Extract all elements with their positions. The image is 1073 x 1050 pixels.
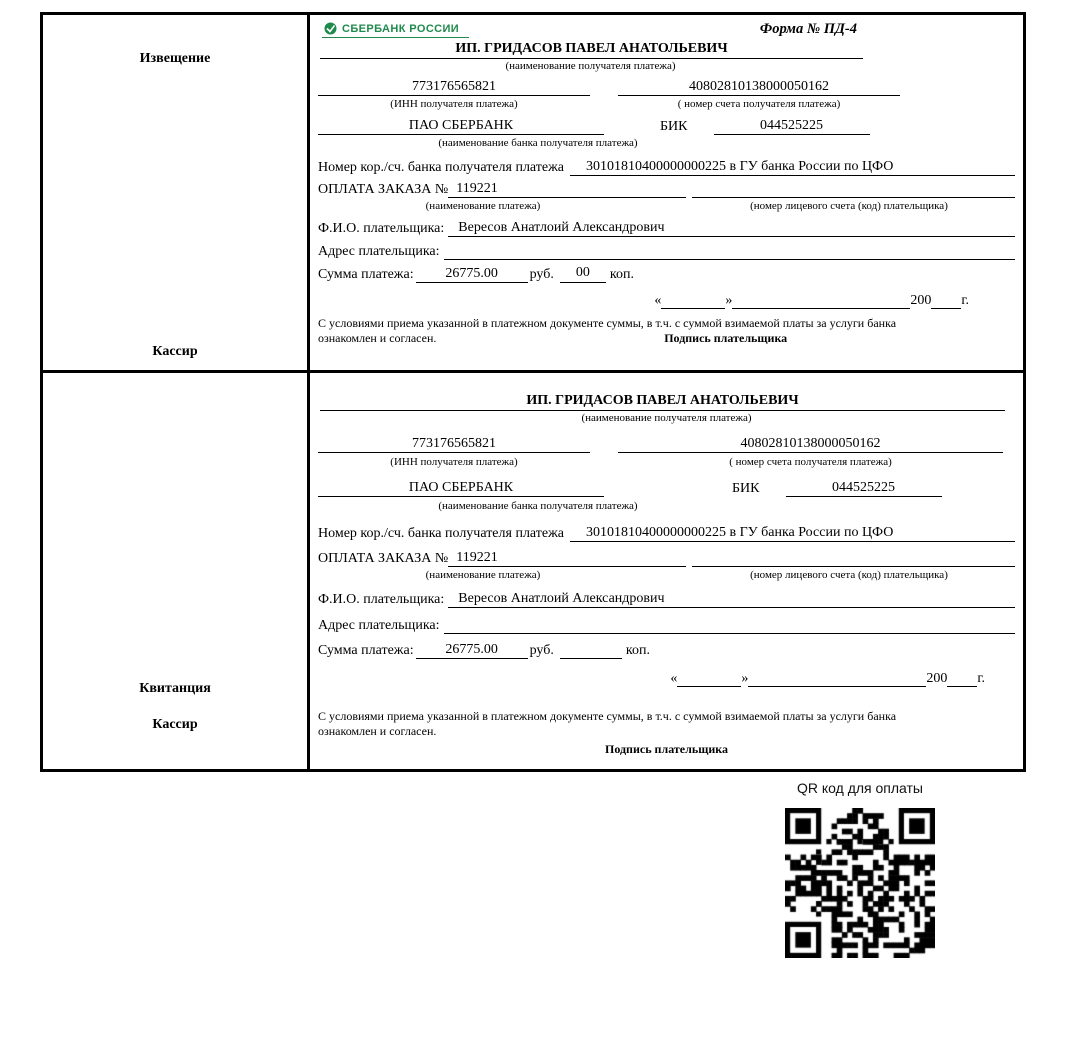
bik-label: БИК bbox=[732, 481, 760, 496]
bik-label: БИК bbox=[660, 119, 688, 134]
payment-sum-label: Сумма платежа: bbox=[318, 267, 414, 282]
year-blank bbox=[947, 669, 977, 687]
year-blank bbox=[931, 291, 961, 309]
notice-cashier-label: Кассир bbox=[152, 344, 198, 359]
account-value: 40802810138000050162 bbox=[618, 79, 900, 96]
payer-address-row bbox=[318, 616, 1015, 634]
terms-block bbox=[318, 709, 1015, 740]
inn-value: 773176565821 bbox=[318, 79, 590, 96]
kopecks-label: коп. bbox=[609, 267, 634, 282]
kopecks-label: коп. bbox=[625, 643, 650, 658]
payment-sum-kopecks bbox=[560, 641, 622, 659]
close-quote: » bbox=[741, 671, 749, 686]
corr-account-value: 30101810400000000225 в ГУ банка России по ЦФО bbox=[570, 159, 1015, 176]
bank-caption: (наименование банка получателя платежа) bbox=[438, 137, 638, 149]
payer-signature-label: Подпись плательщика bbox=[664, 331, 788, 346]
payer-address-label: Адрес плательщика: bbox=[318, 618, 440, 633]
receipt-title: Квитанция bbox=[139, 681, 211, 696]
notice-content bbox=[310, 15, 1023, 370]
qr-label: QR код для оплаты bbox=[796, 780, 923, 796]
terms-block bbox=[318, 316, 1015, 347]
notice-section bbox=[43, 15, 1023, 373]
terms-line1: С условиями приема указанной в платежном документе суммы, в т.ч. с суммой взимаемой платы за услуги банка bbox=[318, 316, 897, 330]
sberbank-logo-icon bbox=[324, 22, 337, 35]
inn-account-captions bbox=[318, 456, 1015, 468]
spacer bbox=[590, 436, 618, 453]
corr-account-row bbox=[318, 525, 1015, 542]
corr-account-label: Номер кор./сч. банка получателя платежа bbox=[318, 160, 564, 175]
purpose-captions-row bbox=[318, 200, 1015, 212]
date-line bbox=[318, 669, 985, 687]
rubles-label: руб. bbox=[529, 643, 554, 658]
payer-name-value: Вересов Анатлоий Александрович bbox=[448, 220, 1015, 237]
payment-purpose-label: ОПЛАТА ЗАКАЗА № bbox=[318, 182, 449, 197]
qr-block bbox=[783, 780, 937, 958]
payment-purpose-row bbox=[318, 181, 1015, 198]
payment-purpose-row bbox=[318, 550, 1015, 567]
receipt-content bbox=[310, 373, 1023, 769]
corr-account-row bbox=[318, 159, 1015, 176]
terms-line1: С условиями приема указанной в платежном документе суммы, в т.ч. с суммой взимаемой платы за услуги банка bbox=[318, 709, 897, 723]
bank-name-value: ПАО СБЕРБАНК bbox=[318, 118, 604, 135]
qr-code bbox=[785, 808, 935, 958]
form-number: Форма № ПД-4 bbox=[759, 21, 857, 37]
account-caption: ( номер счета получателя платежа) bbox=[729, 456, 892, 468]
inn-account-row bbox=[318, 436, 1015, 453]
payment-sum-rubles: 26775.00 bbox=[416, 642, 528, 659]
date-line bbox=[318, 291, 969, 309]
terms-line2: ознакомлен и согласен. bbox=[318, 331, 437, 346]
open-quote: « bbox=[670, 671, 678, 686]
payer-name-value: Вересов Анатлоий Александрович bbox=[448, 591, 1015, 608]
terms-line2: ознакомлен и согласен. bbox=[318, 724, 437, 739]
payer-address-value bbox=[444, 616, 1015, 634]
bank-caption: (наименование банка получателя платежа) bbox=[438, 500, 638, 512]
date-month-blank bbox=[732, 291, 910, 309]
payer-name-label: Ф.И.О. плательщика: bbox=[318, 221, 445, 236]
date-day-blank bbox=[661, 291, 725, 309]
recipient-name: ИП. ГРИДАСОВ ПАВЕЛ АНАТОЛЬЕВИЧ bbox=[320, 393, 1005, 411]
order-number-value: 119221 bbox=[448, 550, 686, 567]
inn-caption: (ИНН получателя платежа) bbox=[390, 456, 518, 468]
date-day-blank bbox=[677, 669, 741, 687]
bik-value: 044525225 bbox=[714, 118, 870, 135]
payer-address-label: Адрес плательщика: bbox=[318, 244, 440, 259]
inn-caption: (ИНН получателя платежа) bbox=[390, 98, 518, 110]
payer-name-label: Ф.И.О. плательщика: bbox=[318, 592, 445, 607]
year-suffix: г. bbox=[961, 293, 969, 308]
year-prefix: 200 bbox=[926, 671, 948, 686]
year-prefix: 200 bbox=[910, 293, 932, 308]
payment-sum-row bbox=[318, 265, 1015, 283]
personal-account-caption: (номер лицевого счета (код) плательщика) bbox=[750, 200, 948, 212]
payment-name-caption: (наименование платежа) bbox=[425, 200, 541, 212]
corr-account-label: Номер кор./сч. банка получателя платежа bbox=[318, 526, 564, 541]
inn-account-captions bbox=[318, 98, 1015, 110]
bik-value: 044525225 bbox=[786, 480, 942, 497]
terms-line2-row bbox=[318, 331, 1015, 346]
inn-value: 773176565821 bbox=[318, 436, 590, 453]
pd4-payment-form bbox=[40, 12, 1026, 772]
payer-signature-label: Подпись плательщика bbox=[605, 741, 728, 756]
payer-name-row bbox=[318, 220, 1015, 237]
open-quote: « bbox=[654, 293, 662, 308]
personal-account-blank-line bbox=[692, 566, 1015, 567]
date-month-blank bbox=[748, 669, 926, 687]
bank-row bbox=[318, 480, 1015, 497]
corr-account-value: 30101810400000000225 в ГУ банка России по ЦФО bbox=[570, 525, 1015, 542]
payer-address-row bbox=[318, 242, 1015, 260]
notice-title: Извещение bbox=[139, 51, 211, 66]
payer-address-value bbox=[444, 242, 1015, 260]
order-number-value: 119221 bbox=[448, 181, 686, 198]
account-caption: ( номер счета получателя платежа) bbox=[677, 98, 841, 110]
receipt-side-column bbox=[43, 373, 310, 769]
notice-header-row bbox=[318, 21, 1015, 38]
payment-purpose-label: ОПЛАТА ЗАКАЗА № bbox=[318, 551, 449, 566]
recipient-name: ИП. ГРИДАСОВ ПАВЕЛ АНАТОЛЬЕВИЧ bbox=[320, 41, 863, 59]
payment-sum-label: Сумма платежа: bbox=[318, 643, 414, 658]
payment-sum-row bbox=[318, 641, 1015, 659]
payment-name-caption: (наименование платежа) bbox=[425, 569, 541, 581]
payer-name-row bbox=[318, 591, 1015, 608]
notice-side-column bbox=[43, 15, 310, 370]
bank-name-value: ПАО СБЕРБАНК bbox=[318, 480, 604, 497]
sberbank-logo-text: СБЕРБАНК РОССИИ bbox=[342, 22, 460, 35]
personal-account-caption: (номер лицевого счета (код) плательщика) bbox=[750, 569, 948, 581]
personal-account-blank-line bbox=[692, 197, 1015, 198]
recipient-caption: (наименование получателя платежа) bbox=[505, 60, 676, 72]
purpose-captions-row bbox=[318, 569, 1015, 581]
inn-account-row bbox=[318, 79, 1015, 96]
payment-sum-rubles: 26775.00 bbox=[416, 266, 528, 283]
recipient-caption: (наименование получателя платежа) bbox=[581, 412, 752, 424]
rubles-label: руб. bbox=[529, 267, 554, 282]
spacer bbox=[590, 79, 618, 96]
payment-sum-kopecks: 00 bbox=[560, 265, 606, 283]
receipt-section bbox=[43, 373, 1023, 769]
close-quote: » bbox=[725, 293, 733, 308]
sberbank-logo bbox=[322, 21, 469, 38]
account-value: 40802810138000050162 bbox=[618, 436, 1003, 453]
year-suffix: г. bbox=[977, 671, 985, 686]
receipt-cashier-label: Кассир bbox=[152, 717, 198, 732]
bank-row bbox=[318, 118, 1015, 135]
